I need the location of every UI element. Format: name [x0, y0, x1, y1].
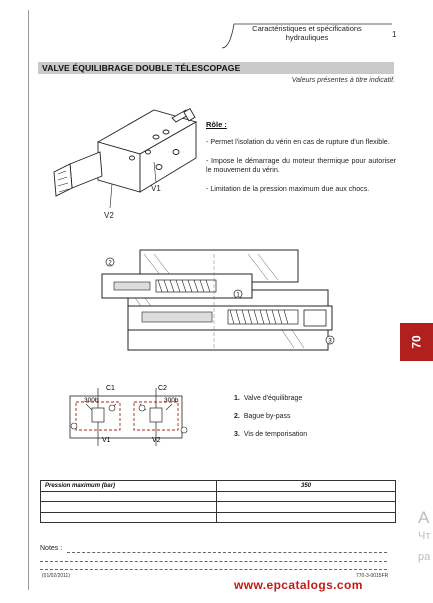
schematic-c1: C1	[106, 385, 115, 392]
schematic-setting-left: 300b	[84, 397, 99, 404]
valve-isometric-drawing	[36, 92, 216, 222]
section-callout-3: 3	[328, 338, 332, 345]
side-overlay-text: Чт	[418, 530, 431, 542]
header-title-line1: Caractéristiques et spécifications	[252, 24, 362, 33]
legend-item	[234, 395, 307, 402]
table-header-row	[41, 481, 396, 492]
role-item: - Limitation de la pression maximum due aux chocs.	[206, 185, 370, 193]
table-cell	[41, 491, 217, 502]
legend-list	[234, 395, 307, 449]
table-header-label: Pression maximum (bar)	[41, 481, 217, 492]
valve-section-drawing	[98, 244, 358, 354]
legend-number: 2.	[234, 413, 240, 420]
table-header-value: 350	[217, 481, 396, 492]
header-title	[232, 24, 382, 48]
table-cell	[217, 491, 396, 502]
side-overlay-text: A	[418, 508, 430, 527]
legend-number: 1.	[234, 395, 240, 402]
page-number: 1	[392, 30, 397, 39]
section-title: VALVE ÉQUILIBRAGE DOUBLE TÉLESCOPAGE	[42, 63, 241, 73]
valve-label-v1: V1	[151, 184, 161, 193]
chapter-tab-label: 70	[409, 335, 424, 349]
notes-line	[40, 561, 387, 562]
valve-label-v2: V2	[104, 211, 114, 220]
notes-line	[40, 569, 387, 570]
table-cell	[217, 512, 396, 523]
footer-code: 770-3-0015FR	[356, 573, 389, 579]
role-item: - Permet l'isolation du vérin en cas de rupture d'un flexible.	[206, 138, 390, 146]
legend-label: Valve d'équilibrage	[243, 395, 303, 402]
schematic-setting-right: 300b	[164, 397, 179, 404]
side-overlay-text: ра	[418, 551, 431, 563]
hydraulic-schematic	[46, 380, 226, 460]
legend-label: Bague by-pass	[243, 413, 291, 420]
notes-label: Notes :	[40, 545, 63, 552]
table-cell	[41, 502, 217, 513]
table-row	[41, 491, 396, 502]
role-list	[206, 138, 396, 204]
legend-number: 3.	[234, 431, 240, 438]
schematic-v1: V1	[102, 437, 111, 444]
role-item: - Impose le démarrage du moteur thermique pour autoriser le mouvement du vérin.	[206, 157, 396, 174]
legend-item	[234, 413, 307, 420]
chapter-tab	[400, 323, 433, 361]
watermark-url: www.epcatalogs.com	[234, 578, 363, 592]
table-row	[41, 502, 396, 513]
legend-item	[234, 431, 307, 438]
section-callout-2: 2	[108, 260, 112, 267]
table-row	[41, 512, 396, 523]
notes-line	[67, 552, 387, 553]
spec-table	[40, 480, 396, 523]
schematic-v2: V2	[152, 437, 161, 444]
table-cell	[217, 502, 396, 513]
section-callout-1: 1	[236, 292, 240, 299]
footer-date: (01/02/2011)	[42, 573, 70, 579]
legend-label: Vis de temporisation	[243, 431, 308, 438]
table-cell	[41, 512, 217, 523]
section-subtitle: Valeurs présentes à titre indicatif.	[291, 77, 395, 84]
role-heading: Rôle :	[206, 120, 227, 129]
header-title-line2: hydrauliques	[285, 33, 329, 42]
schematic-c2: C2	[158, 385, 167, 392]
